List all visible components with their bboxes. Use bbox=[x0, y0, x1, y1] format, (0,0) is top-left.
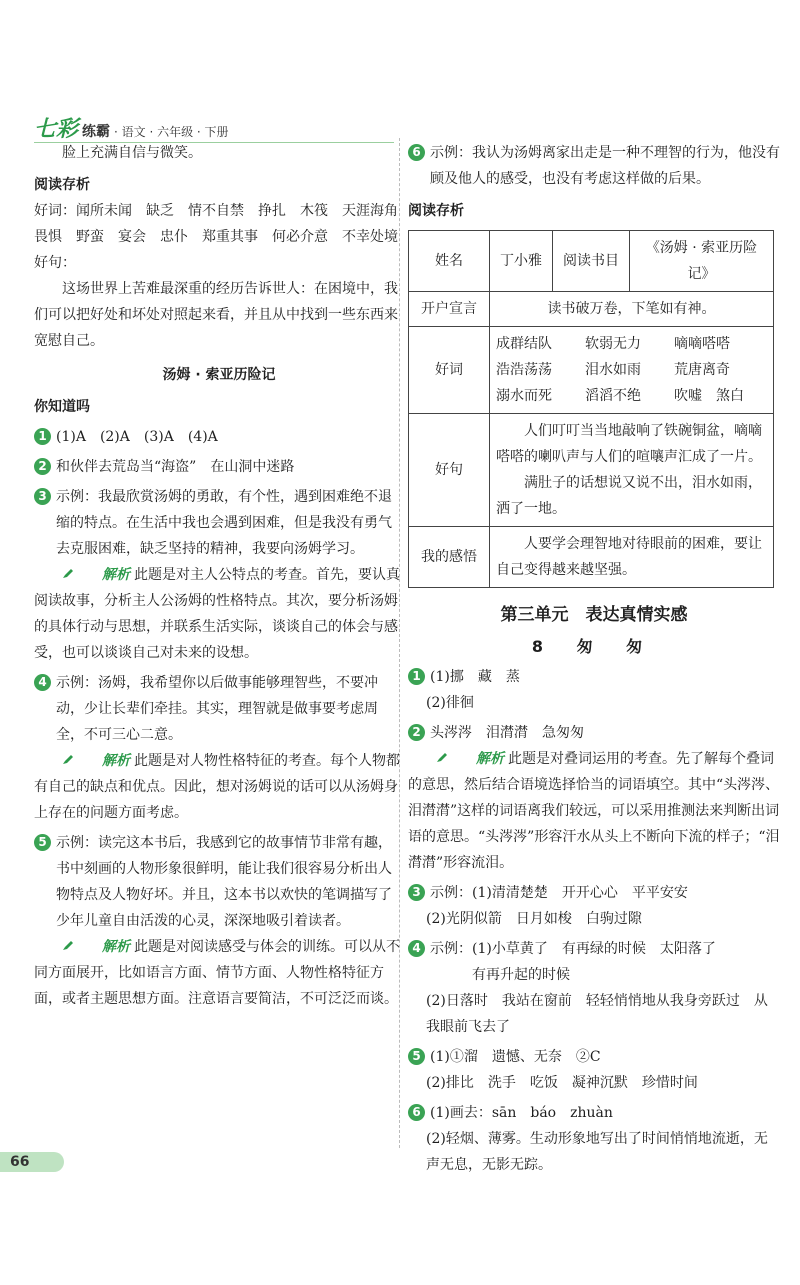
answer-text: (1)画去：sān báo zhuàn bbox=[430, 1105, 613, 1121]
good-words-cell bbox=[490, 327, 774, 414]
book-title: 汤姆 · 索亚历险记 bbox=[162, 367, 276, 383]
answer-item bbox=[34, 424, 404, 450]
table-cell bbox=[490, 527, 774, 588]
answer-item bbox=[408, 720, 780, 746]
subject-label: · 语文 · 六年级 · 下册 bbox=[114, 125, 229, 139]
answer-text: 示例：读完这本书后，我感到它的故事情节非常有趣，书中刻画的人物形象很鲜明，能让我们很容易分析出人物特点及人物好坏。并且，这本书以欢快的笔调描写了少年儿童自由活泼的心灵，深深地吸引着读者。 bbox=[56, 835, 392, 929]
good-sentence-cell bbox=[490, 414, 774, 527]
number-badge: 2 bbox=[34, 458, 51, 475]
answer-item bbox=[34, 484, 404, 562]
analysis-block bbox=[34, 748, 404, 826]
answer-item bbox=[34, 454, 404, 480]
answer-text: (2)徘徊 bbox=[426, 695, 474, 711]
sentence: 满肚子的话想说又说不出，泪水如雨，洒了一地。 bbox=[496, 475, 762, 517]
continued-text: 脸上充满自信与微笑。 bbox=[62, 145, 202, 161]
answer-text: (1)挪 藏 蒸 bbox=[430, 669, 520, 685]
number-badge: 3 bbox=[34, 488, 51, 505]
analysis-block bbox=[34, 562, 404, 666]
answer-text: (2)排比 洗手 吃饭 凝神沉默 珍惜时间 bbox=[426, 1075, 698, 1091]
answer-text: 示例：(1)小草黄了 有再绿的时候 太阳落了 bbox=[430, 941, 716, 957]
brand-logo: 七彩 bbox=[34, 117, 79, 142]
table-row bbox=[409, 231, 774, 292]
analysis-block bbox=[34, 934, 404, 1012]
right-column bbox=[408, 138, 780, 1178]
analysis-text: 此题是对主人公特点的考查。首先，要认真阅读故事，分析主人公汤姆的性格特点。其次，要分析汤姆的具体行动与思想，并联系生活实际，谈谈自己的体会与感受，也可以谈谈自己对未来的设想。 bbox=[34, 567, 400, 661]
feeling: 人要学会理智地对待眼前的困难，要让自己变得越来越坚强。 bbox=[496, 536, 762, 578]
table-cell: 读书破万卷，下笔如有神。 bbox=[490, 292, 774, 327]
table-cell: 丁小雅 bbox=[490, 231, 553, 292]
word: 荒唐离奇 bbox=[674, 362, 730, 378]
table-cell: 阅读书目 bbox=[553, 231, 630, 292]
table-row bbox=[409, 527, 774, 588]
answer-text: 示例：汤姆，我希望你以后做事能够理智些，不要冲动，少让长辈们牵挂。其实，理智就是做事要考虑周全，不可三心二意。 bbox=[56, 675, 378, 743]
word: 软弱无力 bbox=[585, 336, 641, 352]
analysis-tag: 解析 bbox=[102, 753, 130, 769]
answer-item bbox=[408, 1100, 780, 1126]
number-badge: 4 bbox=[34, 674, 51, 691]
answer-text: (2)光阴似箭 日月如梭 白驹过隙 bbox=[426, 911, 642, 927]
word: 吹嘘 bbox=[674, 388, 702, 404]
number-badge: 1 bbox=[408, 668, 425, 685]
number-badge: 2 bbox=[408, 724, 425, 741]
number-badge: 6 bbox=[408, 1104, 425, 1121]
number-badge: 5 bbox=[34, 834, 51, 851]
page-header bbox=[34, 112, 229, 140]
word: 泪水如雨 bbox=[585, 362, 641, 378]
table-cell: 姓名 bbox=[409, 231, 490, 292]
answer-item bbox=[408, 1044, 780, 1070]
table-cell: 开户宣言 bbox=[409, 292, 490, 327]
left-column bbox=[34, 138, 412, 1012]
pen-icon bbox=[62, 753, 74, 765]
table-cell: 好句 bbox=[409, 414, 490, 527]
number-badge: 3 bbox=[408, 884, 425, 901]
number-badge: 4 bbox=[408, 940, 425, 957]
analysis-tag: 解析 bbox=[476, 751, 504, 767]
answer-text: 头涔涔 泪潸潸 急匆匆 bbox=[430, 725, 584, 741]
brand-name: 练霸 bbox=[82, 124, 111, 140]
analysis-block bbox=[408, 746, 780, 876]
answer-text: 示例：我认为汤姆离家出走是一种不理智的行为，他没有顾及他人的感受，也没有考虑这样做的后果。 bbox=[430, 145, 780, 187]
answer-text: (2)轻烟、薄雾。生动形象地写出了时间悄悄地流逝，无声无息，无影无踪。 bbox=[426, 1131, 768, 1173]
table-row bbox=[409, 414, 774, 527]
pen-icon bbox=[62, 567, 74, 579]
word-grid bbox=[496, 331, 767, 409]
answer-item bbox=[34, 670, 404, 748]
word: 溺水而死 bbox=[496, 388, 552, 404]
word bbox=[674, 383, 767, 409]
answer-item bbox=[408, 880, 780, 906]
answer-item bbox=[408, 664, 780, 690]
word: 嘀嘀嗒嗒 bbox=[674, 336, 730, 352]
answer-text: (2)日落时 我站在窗前 轻轻悄悄地从我身旁跃过 从我眼前飞去了 bbox=[426, 993, 768, 1035]
table-cell: 我的感悟 bbox=[409, 527, 490, 588]
section-heading: 你知道吗 bbox=[34, 399, 90, 415]
good-words: 好词：闻所未闻 缺乏 情不自禁 挣扎 木筏 天涯海角 畏惧 野蛮 宴会 忠仆 郑重其事 何必介意 不幸处境 bbox=[34, 203, 412, 245]
word: 成群结队 bbox=[496, 336, 552, 352]
word: 滔滔不绝 bbox=[585, 388, 641, 404]
chapter-title: 8 匆 匆 bbox=[531, 637, 657, 656]
answer-item bbox=[408, 936, 780, 962]
answer-text: 示例：(1)清清楚楚 开开心心 平平安安 bbox=[430, 885, 688, 901]
number-badge: 5 bbox=[408, 1048, 425, 1065]
table-row bbox=[409, 292, 774, 327]
number-badge: 1 bbox=[34, 428, 51, 445]
section-heading: 阅读存析 bbox=[408, 203, 464, 219]
table-cell: 《汤姆 · 索亚历险记》 bbox=[630, 231, 774, 292]
good-sentence: 这场世界上苦难最深重的经历告诉世人：在困境中，我们可以把好处和坏处对照起来看，并且从中找到一些东西来宽慰自己。 bbox=[34, 281, 398, 349]
table-row bbox=[409, 327, 774, 414]
answer-text: (1)A (2)A (3)A (4)A bbox=[56, 429, 218, 445]
answer-text: 和伙伴去荒岛当“海盗” 在山洞中迷路 bbox=[56, 459, 295, 475]
section-heading: 阅读存析 bbox=[34, 177, 90, 193]
answer-text: (1)①溜 遗憾、无奈 ②C bbox=[430, 1049, 601, 1065]
word: 煞白 bbox=[716, 388, 744, 404]
answer-text: 示例：我最欣赏汤姆的勇敢，有个性，遇到困难绝不退缩的特点。在生活中我也会遇到困难，但是我没有勇气去克服困难，缺乏坚持的精神，我要向汤姆学习。 bbox=[56, 489, 392, 557]
analysis-tag: 解析 bbox=[102, 939, 130, 955]
unit-title: 第三单元 表达真情实感 bbox=[500, 605, 688, 625]
analysis-text: 此题是对叠词运用的考查。先了解每个叠词的意思，然后结合语境选择恰当的词语填空。其中“头涔涔、泪潸潸”这样的词语离我们较远，可以采用推测法来判断出词语的意思。“头涔涔”形容汗水从头上不断向下流的样子；“泪潸潸”形容流泪。 bbox=[408, 751, 780, 871]
page-number: 66 bbox=[0, 1152, 64, 1172]
word: 浩浩荡荡 bbox=[496, 362, 552, 378]
good-sentence-label: 好句： bbox=[34, 255, 76, 271]
sentence: 人们叮叮当当地敲响了铁碗铜盆，嘀嘀嗒嗒的喇叭声与人们的喧嚷声汇成了一片。 bbox=[496, 423, 762, 465]
number-badge: 6 bbox=[408, 144, 425, 161]
table-cell: 好词 bbox=[409, 327, 490, 414]
answer-item bbox=[34, 830, 404, 934]
answer-text: 有再升起的时候 bbox=[472, 967, 570, 983]
analysis-text: 此题是对阅读感受与体会的训练。可以从不同方面展开，比如语言方面、情节方面、人物性格特征方面，或者主题思想方面。注意语言要简洁，不可泛泛而谈。 bbox=[34, 939, 400, 1007]
reading-record-table bbox=[408, 230, 774, 588]
pen-icon bbox=[436, 751, 448, 763]
answer-item bbox=[408, 140, 780, 192]
analysis-tag: 解析 bbox=[102, 567, 130, 583]
pen-icon bbox=[62, 939, 74, 951]
analysis-text: 此题是对人物性格特征的考查。每个人物都有自己的缺点和优点。因此，想对汤姆说的话可以从汤姆身上存在的问题方面考虑。 bbox=[34, 753, 400, 821]
